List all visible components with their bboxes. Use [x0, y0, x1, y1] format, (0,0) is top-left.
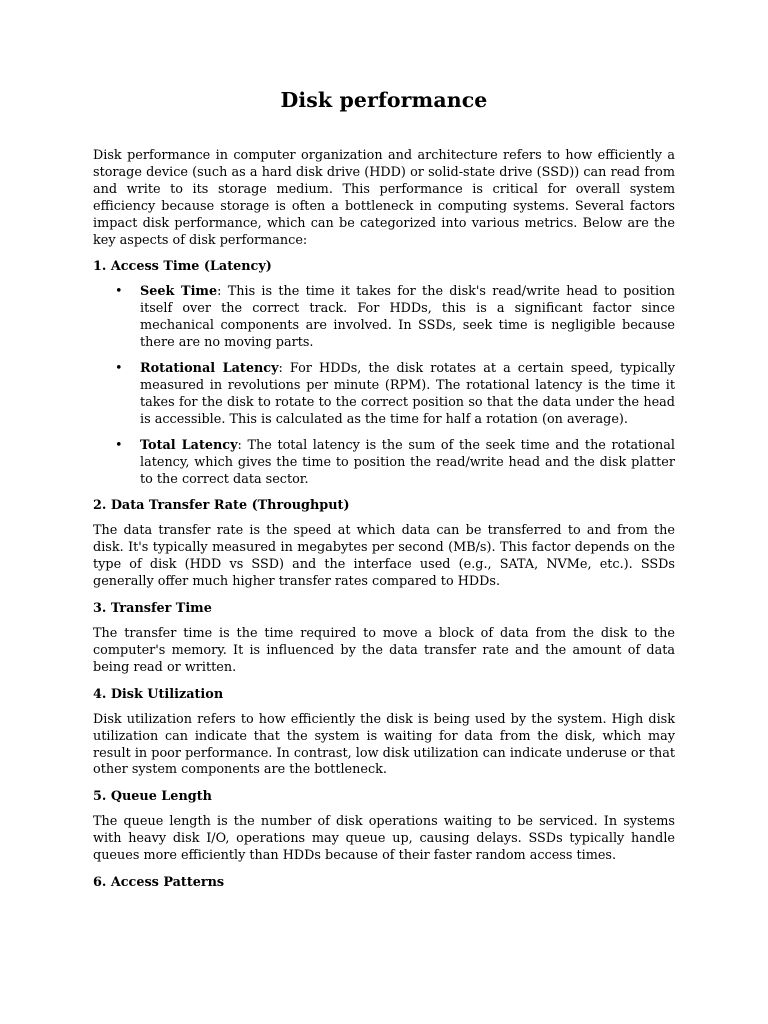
bullet-description: : This is the time it takes for the disk's read/write head to position itself over the correct track. For HDDs, this is a significant factor since mechanical components are involved. In SSDs, seek time is negligible because there are no moving parts.: [140, 284, 675, 351]
bullet-text: [140, 284, 675, 352]
bullet-icon: •: [115, 437, 123, 453]
section-heading: 1. Access Time (Latency): [93, 259, 272, 275]
section-queue-length: [93, 788, 675, 865]
bullet-icon: •: [115, 361, 123, 377]
bullet-text: [140, 361, 675, 429]
section-heading: 3. Transfer Time: [93, 601, 212, 617]
section-access-time: [93, 258, 675, 488]
section-body: The data transfer rate is the speed at which data can be transferred to and from the disk. It's typically measured in megabytes per second (MB/s). This factor depends on the type of disk (HDD vs SSD) and the interface used (e.g., SATA, NVMe, etc.). SSDs generally offer much higher transfer rates compared to HDDs.: [93, 523, 675, 590]
bullet-icon: •: [115, 284, 123, 300]
bullet-list: [93, 284, 675, 488]
section-data-transfer-rate: [93, 497, 675, 591]
page-title: Disk performance: [280, 88, 488, 112]
section-heading: 6. Access Patterns: [93, 875, 225, 891]
bullet-text: [140, 438, 675, 489]
section-access-patterns: [93, 874, 675, 891]
document-page: [93, 0, 675, 891]
intro-paragraph: Disk performance in computer organization and architecture refers to how efficiently a storage device (such as a hard disk drive (HDD) or solid-state drive (SSD)) can read from and write to its storage medium. This performance is critical for overall system efficiency because storage is often a bottleneck in computing systems. Several factors impact disk performance, which can be categorized into various metrics. Below are the key aspects of disk performance:: [93, 148, 675, 248]
bullet-term: Rotational Latency: [140, 361, 279, 377]
section-heading: 5. Queue Length: [93, 789, 212, 805]
section-body: Disk utilization refers to how efficiently the disk is being used by the system. High disk utilization can indicate that the system is waiting for data from the disk, which may result in poor performance. In contrast, low disk utilization can indicate underuse or that other system components are the bottleneck.: [93, 711, 675, 778]
list-item: [93, 438, 675, 489]
list-item: [93, 284, 675, 352]
bullet-description: : For HDDs, the disk rotates at a certain speed, typically measured in revolutions per minute (RPM). The rotational latency is the time it takes for the disk to rotate to the correct position so that the data under the head is accessible. This is calculated as the time for half a rotation (on average).: [140, 361, 675, 427]
bullet-description: : The total latency is the sum of the seek time and the rotational latency, which gives the time to position the read/write head and the disk platter to the correct data sector.: [140, 437, 676, 487]
section-heading: 2. Data Transfer Rate (Throughput): [93, 498, 350, 514]
section-body: The transfer time is the time required to move a block of data from the disk to the computer's memory. It is influenced by the data transfer rate and the amount of data being read or written.: [93, 626, 675, 675]
section-transfer-time: [93, 600, 675, 677]
section-heading: 4. Disk Utilization: [93, 686, 224, 702]
section-body: The queue length is the number of disk operations waiting to be serviced. In systems with heavy disk I/O, operations may queue up, causing delays. SSDs typically handle queues more efficiently than HDDs because of their faster random access times.: [93, 814, 675, 864]
section-disk-utilization: [93, 686, 675, 780]
list-item: [93, 361, 675, 429]
bullet-term: Total Latency: [140, 437, 238, 453]
bullet-term: Seek Time: [140, 284, 218, 300]
